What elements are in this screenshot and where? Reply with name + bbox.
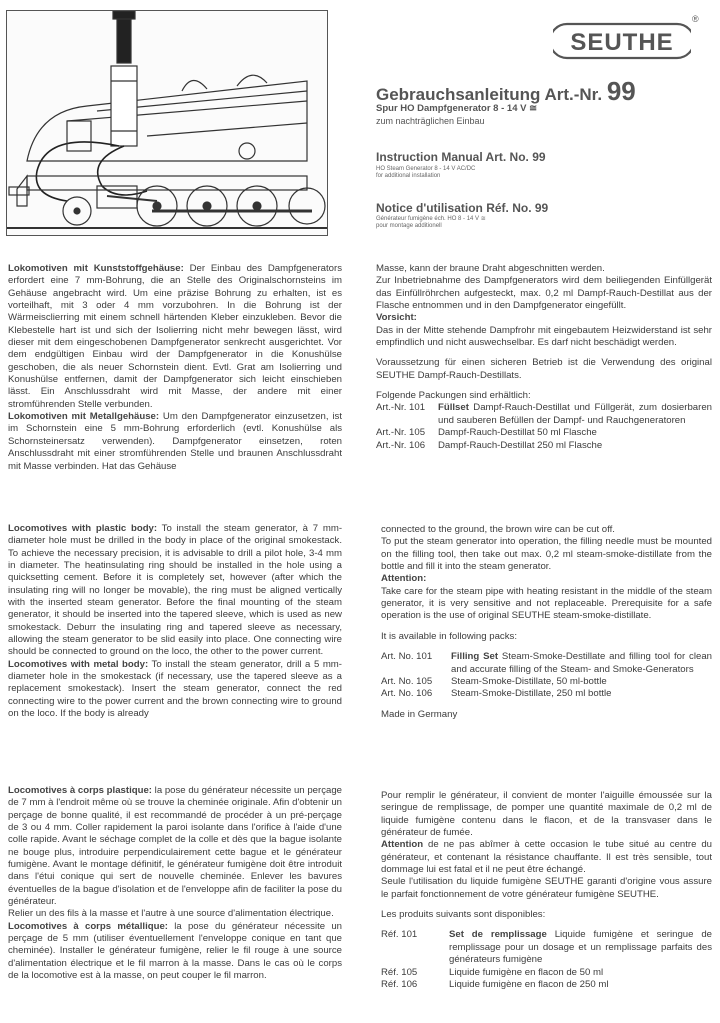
de-left-column: Lokomotiven mit Kunststoffgehäuse: Der Einbau des Dampfgenerators erfordert eine 7 mm-Bohrung, die an Stelle des Originalschornsteins im Gehäuse angebracht wird. Um eine präzise Bohrung zu erhalten, ist es vorteilhaft, mit 3 oder 4 mm vorzubohren. In die Bohrung ist der Wärmeisclierring mit einem schnell härtenden Kleber einzukleben. Bevor die Klebestelle hart ist und sich der Isolierring nicht mehr bewegen lässt, wird dieser mit dem eingeschobenen Dampfgenerator senkrecht ausgerichtet. Vor dem endgültigen Einbau wird der Dampfgenerator in die Konushülse geschoben, die als neuer Schornstein dient. Evtl. Grat am Isolierring und Konushülse entfernen, damit der Dampfgenerator sich leicht einschieben lässt. Ein Anschlussdraht wird mit Masse, der andere mit einer stromführenden Stelle verbunden. Lokomotiven mit Metallgehäuse: Um den Dampfgenerator einzusetzen, ist im Schornstein eine 5 mm-Bohrung erforderlich (evtl. Konushülse als Schornsteinersatz verwenden). Dampfgenerator einsetzen, roten Anschlussdraht mit einer stromführenden Stelle und braunen Anschlussdraht mit Masse verbinden. Hat das Gehäuse xyxy=(8,263,342,472)
product-row: Réf. 101 Set de remplissage Liquide fumigène et seringue de remplissage pour un dosage et un remplissage parfaits des générateurs fumigène xyxy=(381,929,713,966)
made-in: Made in Germany xyxy=(381,708,458,720)
subtitle-de-1: Spur HO Dampfgenerator 8 - 14 V ≅ xyxy=(376,103,538,114)
logo-text: SEUTHE xyxy=(570,29,674,56)
fr-right-column: Pour remplir le générateur, il convient de monter l'aiguille émoussée sur la seringue de remplissage, de pomper une quantité maximale de 0,2 ml de liquide fumigène contenu dans le flacon, et de la transvaser dans le générateur de fumée. Attention de ne pas abîmer à cette occasion le tube situé au centre du générateur, et contenant la résistance chauffante. Il est très sensible, tout dommage lui est fatal et il ne peut être échangé. Seule l'utilisation du liquide fumigène SEUTHE garanti d'origine vous assure le parfait fonctionnement de votre générateur fumigène SEUTHE. Les produits suivants sont disponibles: Réf. 101 Set de remplissage Liquide fumigène et seringue de remplissage pour un dosage et un remplissage parfaits des générateurs fumigène Réf. 105 Liquide fumigène en flacon de 50 ml Réf. 106 Liquide fumigène en flacon de 250 ml xyxy=(381,790,713,991)
title-de: Gebrauchsanleitung Art.-Nr. 99 xyxy=(376,76,636,106)
product-row: Art. No. 101 Filling Set Steam-Smoke-Destillate and filling tool for clean and accurate filling of the Steam- and Smoke-Generators xyxy=(381,651,712,675)
fr-attention-heading: Attention xyxy=(381,839,424,851)
fr-products-table xyxy=(381,929,712,991)
product-row: Art.-Nr. 105 Dampf-Rauch-Destillat 50 ml Flasche xyxy=(376,427,597,439)
fr-heading-metal: Locomotives à corps métallique: xyxy=(8,920,168,932)
product-row: Art.-Nr. 106 Dampf-Rauch-Destillat 250 ml Flasche xyxy=(376,439,603,451)
en-products-table xyxy=(381,651,712,701)
subtitle-de-2: zum nachträglichen Einbau xyxy=(376,116,485,126)
product-row: Art. No. 105 Steam-Smoke-Distillate, 50 ml-bottle xyxy=(381,675,607,687)
en-right-column: connected to the ground, the brown wire can be cut off. To put the steam generator into operation, the filling needle must be mounted on the filling tool, then take out max. 0,2 ml steam-smoke-distillate from the bottle and fill it into the steam generator. Attention: Take care for the steam pipe with heating resistant in the middle of the steam generator, it is very sensitive and not replaceable. Prerequisite for a safe operation is the use of original SEUTHE steam-smoke-distillate. It is available in following packs: Art. No. 101 Filling Set Steam-Smoke-Destillate and filling tool for clean and accurate filling of the Steam- and Smoke-Generators Art. No. 105 Steam-Smoke-Distillate, 50 ml-bottle Art. No. 106 Steam-Smoke-Distillate, 250 ml bottle Made in Germany xyxy=(381,524,712,720)
en-heading-metal: Locomotives with metal body: xyxy=(8,658,149,670)
product-row: Réf. 106 Liquide fumigène en flacon de 250 ml xyxy=(381,979,609,991)
registered-mark: ® xyxy=(692,14,699,24)
product-row: Art.-Nr. 101 Füllset Dampf-Rauch-Destillat und Füllgerät, zum dosierbaren und sauberen Befüllen der Dampf- und Rauchgeneratoren xyxy=(376,402,712,426)
subtitle-en-1: HO Steam Generator 8 - 14 V AC/DC xyxy=(376,166,476,172)
de-caution-heading: Vorsicht: xyxy=(376,312,417,324)
fr-left-column: Locomotives à corps plastique: la pose du générateur nécessite un perçage de 7 mm à l'endroit même où se trouve la cheminée originale. Afin d'obtenir un perçage de bonne qualité, il est recommandé de procéder à un pré-perçage de 3 ou 4 mm. Coller rapidement la paroi isolante dans l'orifice à l'aide d'une colle rapide. Avant le séchage complet de la colle et dès que la bague isolante ne bouge plus, introduire perpendiculairement cette bague et le générateur fumigène. Avant le montage définitif, le générateur fumigène doit être introduit dans l'étui conique qui sert de nouvelle cheminée. Enlever les bavures éventuelles de la bague d'isolation et de l'enveloppe afin de faciliter la pose du générateur. Relier un des fils à la masse et l'autre à une source d'alimentation électrique. Locomotives à corps métallique: la pose du générateur nécessite un perçage de 5 mm (utiliser éventuellement l'enveloppe conique en tant que cheminée). Installer le générateur fumigène, relier le fil rouge à une source d'alimentation électrique et le fil marron à la masse. Dans le cas où le corps de la locomotive est à la masse, on peut couper le fil marron. xyxy=(8,785,342,982)
title-fr: Notice d'utilisation Réf. No. 99 xyxy=(376,201,549,215)
de-heading-plastic: Lokomotiven mit Kunststoffgehäuse: xyxy=(8,263,184,274)
en-left-column: Locomotives with plastic body: To install the steam generator, à 7 mm-diameter hole must be drilled in the body in place of the original smokestack. To achieve the necessary precision, it is advisable to drill a pilot hole, 3-4 mm in diameter. The heatinsulating ring should be installed in the hole using a quicksetting cement. Before it is completely set, however (after which the insulating ring will no longer be movable), the ring must be aligned vertically with the inserted steam generator. Before the final mounting of the steam generator, it should be inserted into the tapered sleeve, which is used as new smokestack. Deburr the insulating ring and tapered sleeve as necessary, allowing the steam generator to be slid easily into place. One connecting wire should be connected to ground on the loco, the other to the power current. Locomotives with metal body: To install the steam generator, drill a 5 mm-diameter hole in the smokestack (if necessary, use the tapered sleeve as a replacement smokestack). Insert the steam generator, connect the red connecting wire to the power current and the brown connecting wire to ground on the loco. If the body is already xyxy=(8,523,343,720)
de-right-column: Masse, kann der braune Draht abgeschnitten werden. Zur Inbetriebnahme des Dampfgenerators wird dem beiliegenden Einfüllgerät das Einfüllröhrchen aufgesteckt, max. 0,2 ml Dampf-Rauch-Destillat aus der Flasche entnommen und in den Dampfgenerator eingefüllt. Vorsicht: Das in der Mitte stehende Dampfrohr mit eingebautem Heizwiderstand ist sehr empfindlich und nicht auswechselbar. Es darf nicht beschädigt werden. Voraussetzung für einen sicheren Betrieb ist die Verwendung des original SEUTHE Dampf-Rauch-Destillats. Folgende Packungen sind erhältlich: Art.-Nr. 101 Füllset Dampf-Rauch-Destillat und Füllgerät, zum dosierbaren und sauberen Befüllen der Dampf- und Rauchgeneratoren Art.-Nr. 105 Dampf-Rauch-Destillat 50 ml Flasche Art.-Nr. 106 Dampf-Rauch-Destillat 250 ml Flasche xyxy=(376,263,712,451)
en-heading-plastic: Locomotives with plastic body: xyxy=(8,523,158,534)
product-row: Réf. 105 Liquide fumigène en flacon de 50 ml xyxy=(381,966,604,978)
subtitle-fr-1: Générateur fumigène éch. HO 8 - 14 V ≅ xyxy=(376,216,486,222)
en-attention-heading: Attention: xyxy=(381,573,427,585)
product-row: Art. No. 106 Steam-Smoke-Distillate, 250 ml bottle xyxy=(381,688,612,700)
subtitle-en-2: for additional installation xyxy=(376,173,441,179)
seuthe-logo xyxy=(553,22,691,60)
fr-heading-plastic: Locomotives à corps plastique: xyxy=(8,785,152,796)
subtitle-fr-2: pour montage additionell xyxy=(376,223,442,229)
title-en: Instruction Manual Art. No. 99 xyxy=(376,150,546,164)
de-products-table xyxy=(376,402,712,452)
locomotive-illustration xyxy=(6,10,328,236)
de-heading-metal: Lokomotiven mit Metallgehäuse: xyxy=(8,411,160,423)
art-number: 99 xyxy=(606,76,636,106)
locomotive-drawing xyxy=(7,11,327,235)
